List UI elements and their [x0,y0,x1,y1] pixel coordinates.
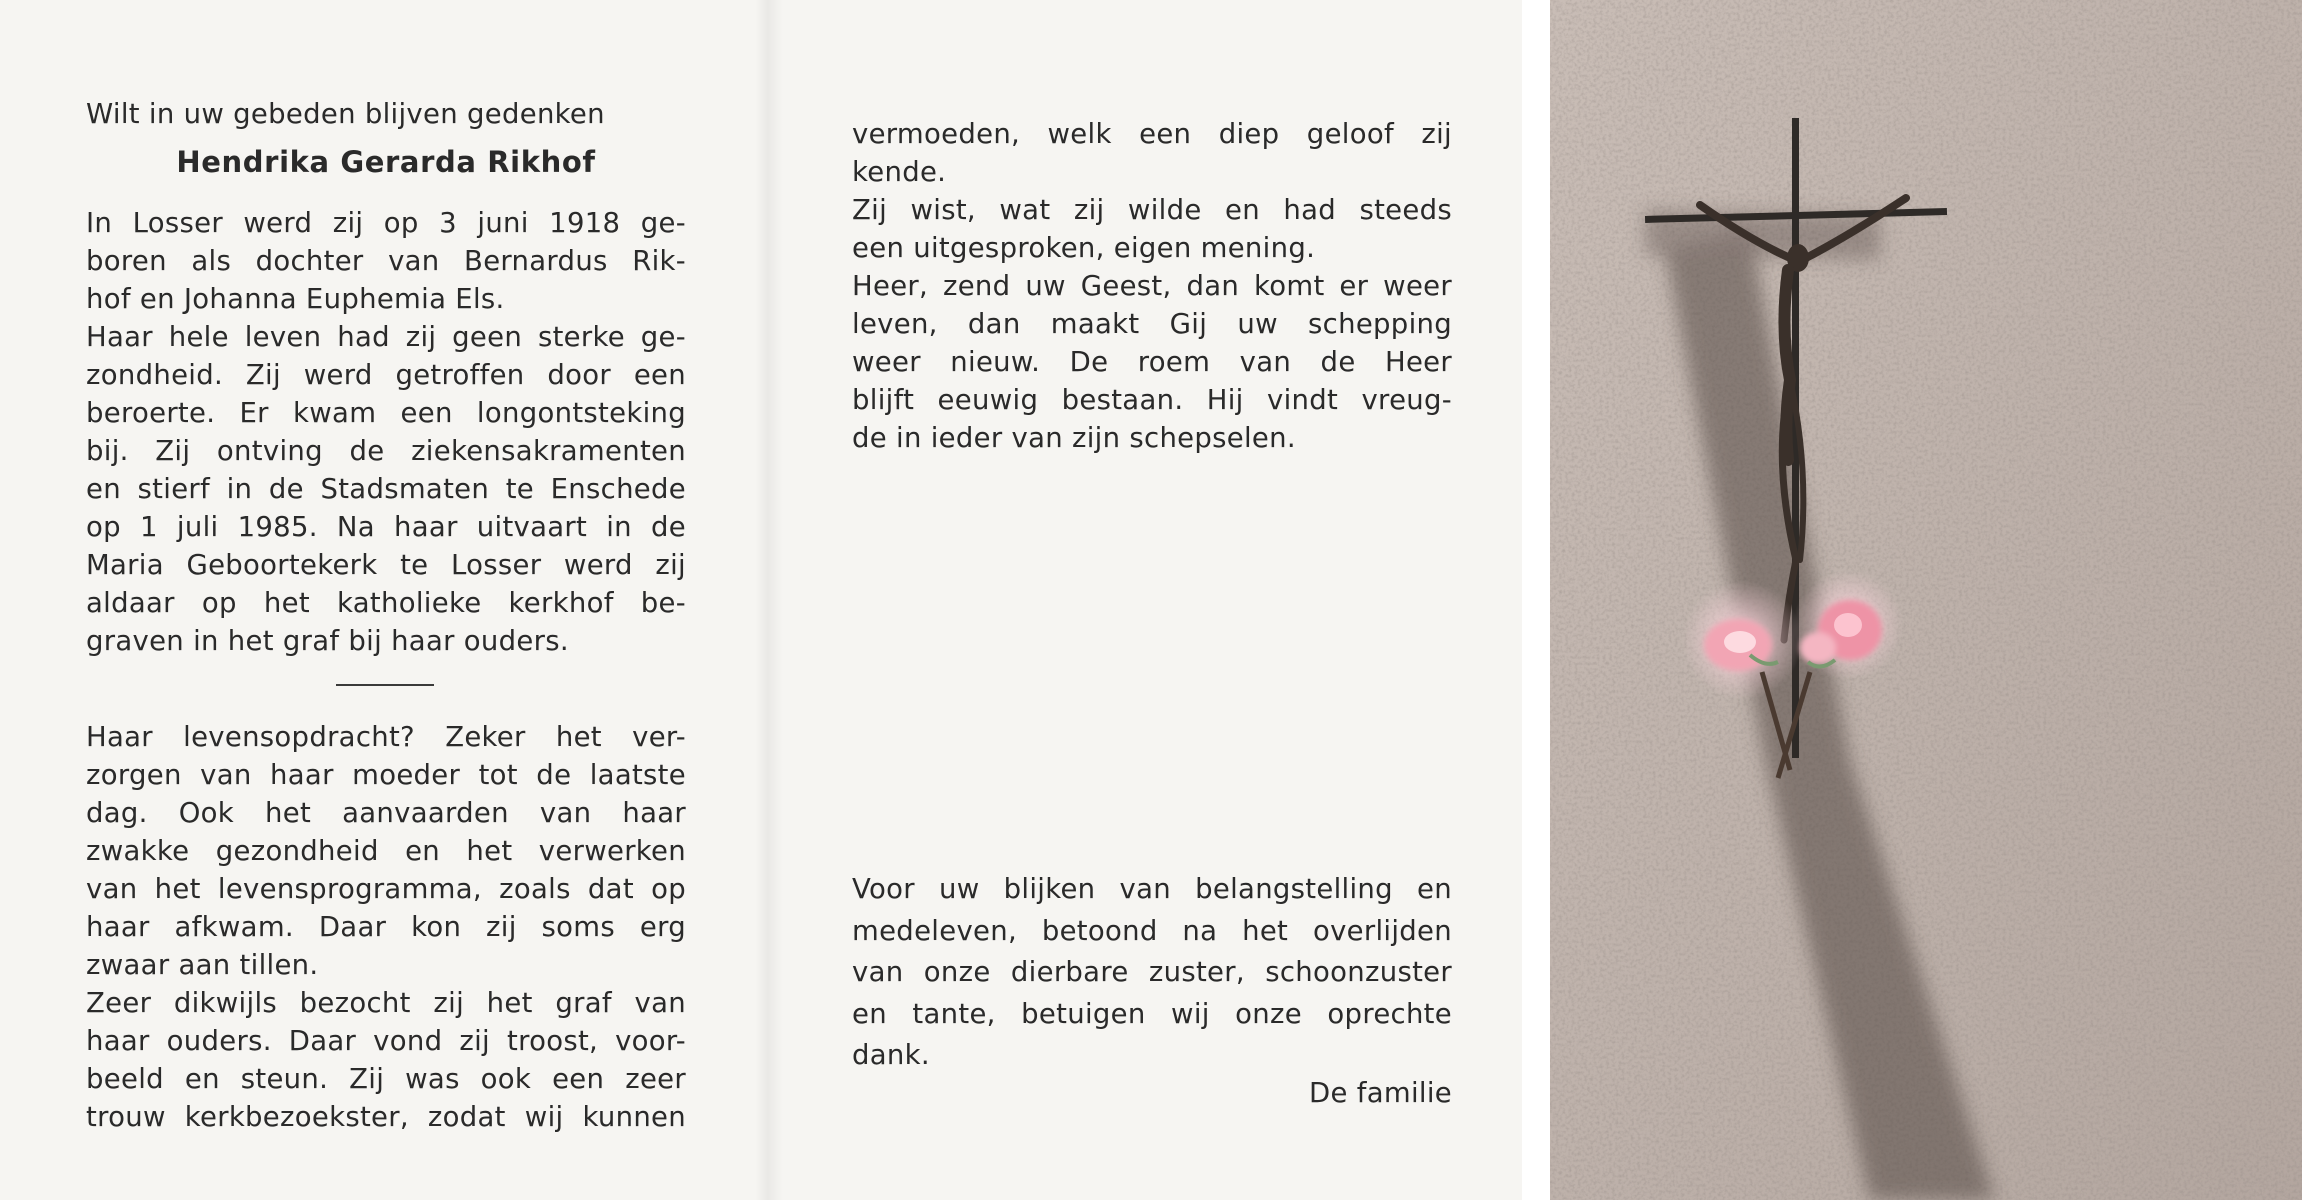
text-line: de in ieder van zijn schepselen. [852,422,1296,454]
text-line: haar afkwam. Daar kon zij soms erg [86,911,686,943]
text-line: op 1 juli 1985. Na haar uitvaart in de [86,511,686,543]
faith-text [852,115,1452,457]
text-line: een uitgesproken, eigen mening. [852,232,1316,264]
text-line: vermoeden, welk een diep geloof zij [852,118,1452,150]
text-line: leven, dan maakt Gij uw schepping [852,308,1452,340]
opening-line: Wilt in uw gebeden blijven gedenken [86,98,605,130]
text-line: In Losser werd zij op 3 juni 1918 ge- [86,207,686,239]
text-line: Zij wist, wat zij wilde en had steeds [852,194,1452,226]
deceased-name: Hendrika Gerarda Rikhof [176,145,596,179]
text-line: zondheid. Zij werd getroffen door een [86,359,686,391]
text-line: van onze dierbare zuster, schoonzuster [852,956,1452,988]
text-line: boren als dochter van Bernardus Rik- [86,245,686,277]
text-line: kende. [852,156,947,188]
biography-text [86,204,686,660]
text-line: zwakke gezondheid en het verwerken [86,835,686,867]
text-line: zwaar aan tillen. [86,949,319,981]
signature-line: De familie [1309,1077,1452,1109]
text-line: beroerte. Er kwam een longontsteking [86,397,686,429]
text-line: dag. Ook het aanvaarden van haar [86,797,686,829]
text-line: Voor uw blijken van belangstelling en [852,873,1452,905]
text-line: Maria Geboortekerk te Losser werd zij [86,549,686,581]
crucifix-photo [1550,0,2302,1200]
life-mission-text [86,718,686,1136]
text-line: Heer, zend uw Geest, dan komt er weer [852,270,1452,302]
text-line: zorgen van haar moeder tot de laatste [86,759,686,791]
text-line: van het levensprogramma, zoals dat op [86,873,686,905]
text-line: hof en Johanna Euphemia Els. [86,283,505,315]
text-line: Haar hele leven had zij geen sterke ge- [86,321,686,353]
text-line: aldaar op het katholieke kerkhof be- [86,587,686,619]
card-fold [755,0,783,1200]
text-line: medeleven, betoond na het overlijden [852,914,1452,947]
text-line: beeld en steun. Zij was ook een zeer [86,1063,686,1095]
section-divider [336,684,434,686]
text-line: blijft eeuwig bestaan. Hij vindt vreug- [852,384,1452,416]
text-line: bij. Zij ontving de ziekensakramenten [86,435,686,467]
text-line: Haar levensopdracht? Zeker het ver- [86,721,686,753]
text-line: dank. [852,1039,930,1071]
text-line: trouw kerkbezoekster, zodat wij kunnen [86,1101,686,1133]
text-line: haar ouders. Daar vond zij troost, voor- [86,1025,686,1057]
text-line: Zeer dikwijls bezocht zij het graf van [86,987,686,1019]
text-line: weer nieuw. De roem van de Heer [852,346,1452,378]
text-line: graven in het graf bij haar ouders. [86,625,569,657]
text-line: en tante, betuigen wij onze oprechte [852,997,1452,1030]
thanks-text [852,869,1452,1077]
crucifix-image [1550,0,2302,1200]
text-line: en stierf in de Stadsmaten te Enschede [86,473,686,505]
